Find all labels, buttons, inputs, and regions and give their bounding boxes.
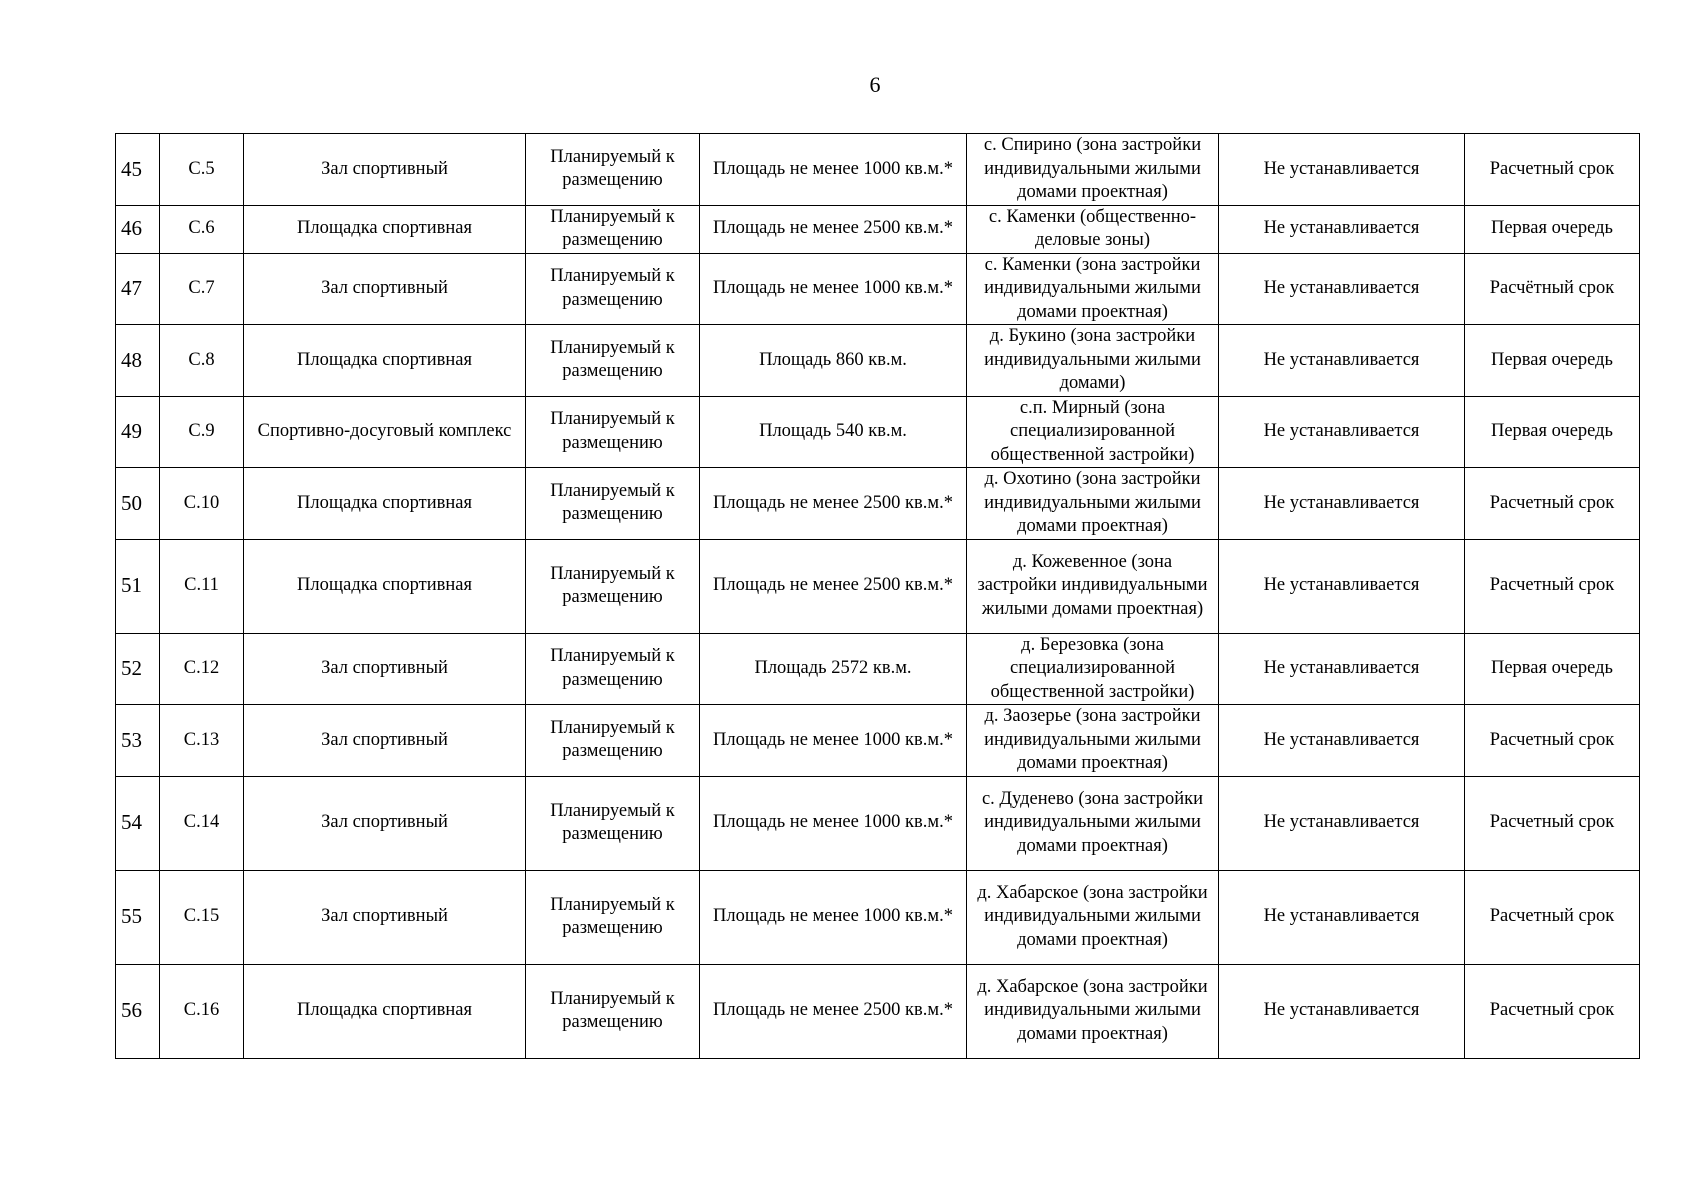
cell-status: Планируемый к размещению — [526, 205, 700, 253]
cell-location: д. Охотино (зона застройки индивидуальными жилыми домами проектная) — [967, 468, 1219, 540]
cell-zone: Не устанавливается — [1219, 205, 1465, 253]
cell-term: Расчётный срок — [1465, 253, 1640, 325]
cell-code: С.12 — [160, 633, 244, 705]
cell-number: 55 — [116, 870, 160, 964]
cell-zone: Не устанавливается — [1219, 705, 1465, 777]
cell-term: Расчетный срок — [1465, 705, 1640, 777]
table-row — [116, 870, 1640, 964]
cell-name: Зал спортивный — [244, 776, 526, 870]
cell-zone: Не устанавливается — [1219, 633, 1465, 705]
cell-location: д. Букино (зона застройки индивидуальными жилыми домами) — [967, 325, 1219, 397]
cell-status: Планируемый к размещению — [526, 776, 700, 870]
cell-code: С.8 — [160, 325, 244, 397]
cell-status: Планируемый к размещению — [526, 870, 700, 964]
cell-number: 49 — [116, 396, 160, 468]
cell-location: с. Дуденево (зона застройки индивидуальными жилыми домами проектная) — [967, 776, 1219, 870]
table-row — [116, 705, 1640, 777]
cell-location: д. Хабарское (зона застройки индивидуальными жилыми домами проектная) — [967, 964, 1219, 1058]
cell-location: с. Каменки (зона застройки индивидуальными жилыми домами проектная) — [967, 253, 1219, 325]
cell-number: 56 — [116, 964, 160, 1058]
cell-zone: Не устанавливается — [1219, 325, 1465, 397]
cell-code: С.13 — [160, 705, 244, 777]
cell-location: д. Заозерье (зона застройки индивидуальными жилыми домами проектная) — [967, 705, 1219, 777]
cell-number: 50 — [116, 468, 160, 540]
cell-status: Планируемый к размещению — [526, 964, 700, 1058]
table-body — [116, 134, 1640, 1059]
cell-code: С.7 — [160, 253, 244, 325]
cell-name: Зал спортивный — [244, 253, 526, 325]
cell-area: Площадь не менее 2500 кв.м.* — [700, 468, 967, 540]
cell-name: Зал спортивный — [244, 633, 526, 705]
cell-number: 53 — [116, 705, 160, 777]
table-row — [116, 134, 1640, 206]
cell-name: Площадка спортивная — [244, 205, 526, 253]
cell-name: Спортивно-досуговый комплекс — [244, 396, 526, 468]
cell-zone: Не устанавливается — [1219, 134, 1465, 206]
cell-number: 54 — [116, 776, 160, 870]
cell-area: Площадь не менее 1000 кв.м.* — [700, 870, 967, 964]
cell-zone: Не устанавливается — [1219, 539, 1465, 633]
cell-term: Расчетный срок — [1465, 776, 1640, 870]
table-row — [116, 205, 1640, 253]
cell-area: Площадь не менее 1000 кв.м.* — [700, 253, 967, 325]
cell-term: Расчетный срок — [1465, 539, 1640, 633]
cell-term: Первая очередь — [1465, 325, 1640, 397]
cell-number: 51 — [116, 539, 160, 633]
cell-name: Зал спортивный — [244, 870, 526, 964]
cell-area: Площадь не менее 2500 кв.м.* — [700, 205, 967, 253]
cell-area: Площадь не менее 1000 кв.м.* — [700, 776, 967, 870]
cell-area: Площадь не менее 1000 кв.м.* — [700, 134, 967, 206]
cell-location: с. Спирино (зона застройки индивидуальными жилыми домами проектная) — [967, 134, 1219, 206]
cell-name: Площадка спортивная — [244, 325, 526, 397]
cell-zone: Не устанавливается — [1219, 870, 1465, 964]
cell-code: С.6 — [160, 205, 244, 253]
cell-status: Планируемый к размещению — [526, 705, 700, 777]
cell-location: с. Каменки (общественно-деловые зоны) — [967, 205, 1219, 253]
cell-zone: Не устанавливается — [1219, 776, 1465, 870]
cell-code: С.9 — [160, 396, 244, 468]
cell-term: Расчетный срок — [1465, 870, 1640, 964]
table-row — [116, 468, 1640, 540]
page-number: 6 — [869, 72, 881, 97]
cell-number: 46 — [116, 205, 160, 253]
cell-zone: Не устанавливается — [1219, 468, 1465, 540]
cell-zone: Не устанавливается — [1219, 253, 1465, 325]
cell-area: Площадь 2572 кв.м. — [700, 633, 967, 705]
cell-status: Планируемый к размещению — [526, 539, 700, 633]
table-row — [116, 539, 1640, 633]
cell-name: Площадка спортивная — [244, 468, 526, 540]
cell-term: Расчетный срок — [1465, 964, 1640, 1058]
table-row — [116, 776, 1640, 870]
cell-location: д. Хабарское (зона застройки индивидуальными жилыми домами проектная) — [967, 870, 1219, 964]
cell-term: Первая очередь — [1465, 633, 1640, 705]
cell-status: Планируемый к размещению — [526, 468, 700, 540]
cell-term: Расчетный срок — [1465, 134, 1640, 206]
cell-area: Площадь 540 кв.м. — [700, 396, 967, 468]
table-row — [116, 396, 1640, 468]
cell-number: 52 — [116, 633, 160, 705]
cell-code: С.14 — [160, 776, 244, 870]
cell-area: Площадь не менее 1000 кв.м.* — [700, 705, 967, 777]
cell-code: С.10 — [160, 468, 244, 540]
cell-term: Расчетный срок — [1465, 468, 1640, 540]
table-row — [116, 633, 1640, 705]
cell-code: С.15 — [160, 870, 244, 964]
cell-term: Первая очередь — [1465, 396, 1640, 468]
cell-name: Площадка спортивная — [244, 964, 526, 1058]
cell-code: С.16 — [160, 964, 244, 1058]
cell-location: д. Кожевенное (зона застройки индивидуальными жилыми домами проектная) — [967, 539, 1219, 633]
cell-zone: Не устанавливается — [1219, 964, 1465, 1058]
table-row — [116, 964, 1640, 1058]
objects-table — [115, 133, 1640, 1059]
cell-status: Планируемый к размещению — [526, 134, 700, 206]
cell-status: Планируемый к размещению — [526, 325, 700, 397]
cell-location: д. Березовка (зона специализированной общественной застройки) — [967, 633, 1219, 705]
cell-number: 48 — [116, 325, 160, 397]
cell-name: Площадка спортивная — [244, 539, 526, 633]
cell-status: Планируемый к размещению — [526, 253, 700, 325]
cell-name: Зал спортивный — [244, 705, 526, 777]
cell-area: Площадь не менее 2500 кв.м.* — [700, 539, 967, 633]
cell-zone: Не устанавливается — [1219, 396, 1465, 468]
cell-term: Первая очередь — [1465, 205, 1640, 253]
cell-name: Зал спортивный — [244, 134, 526, 206]
cell-number: 47 — [116, 253, 160, 325]
cell-area: Площадь не менее 2500 кв.м.* — [700, 964, 967, 1058]
cell-status: Планируемый к размещению — [526, 633, 700, 705]
cell-area: Площадь 860 кв.м. — [700, 325, 967, 397]
table-row — [116, 253, 1640, 325]
table-row — [116, 325, 1640, 397]
cell-code: С.5 — [160, 134, 244, 206]
cell-number: 45 — [116, 134, 160, 206]
cell-location: с.п. Мирный (зона специализированной общественной застройки) — [967, 396, 1219, 468]
cell-status: Планируемый к размещению — [526, 396, 700, 468]
cell-code: С.11 — [160, 539, 244, 633]
